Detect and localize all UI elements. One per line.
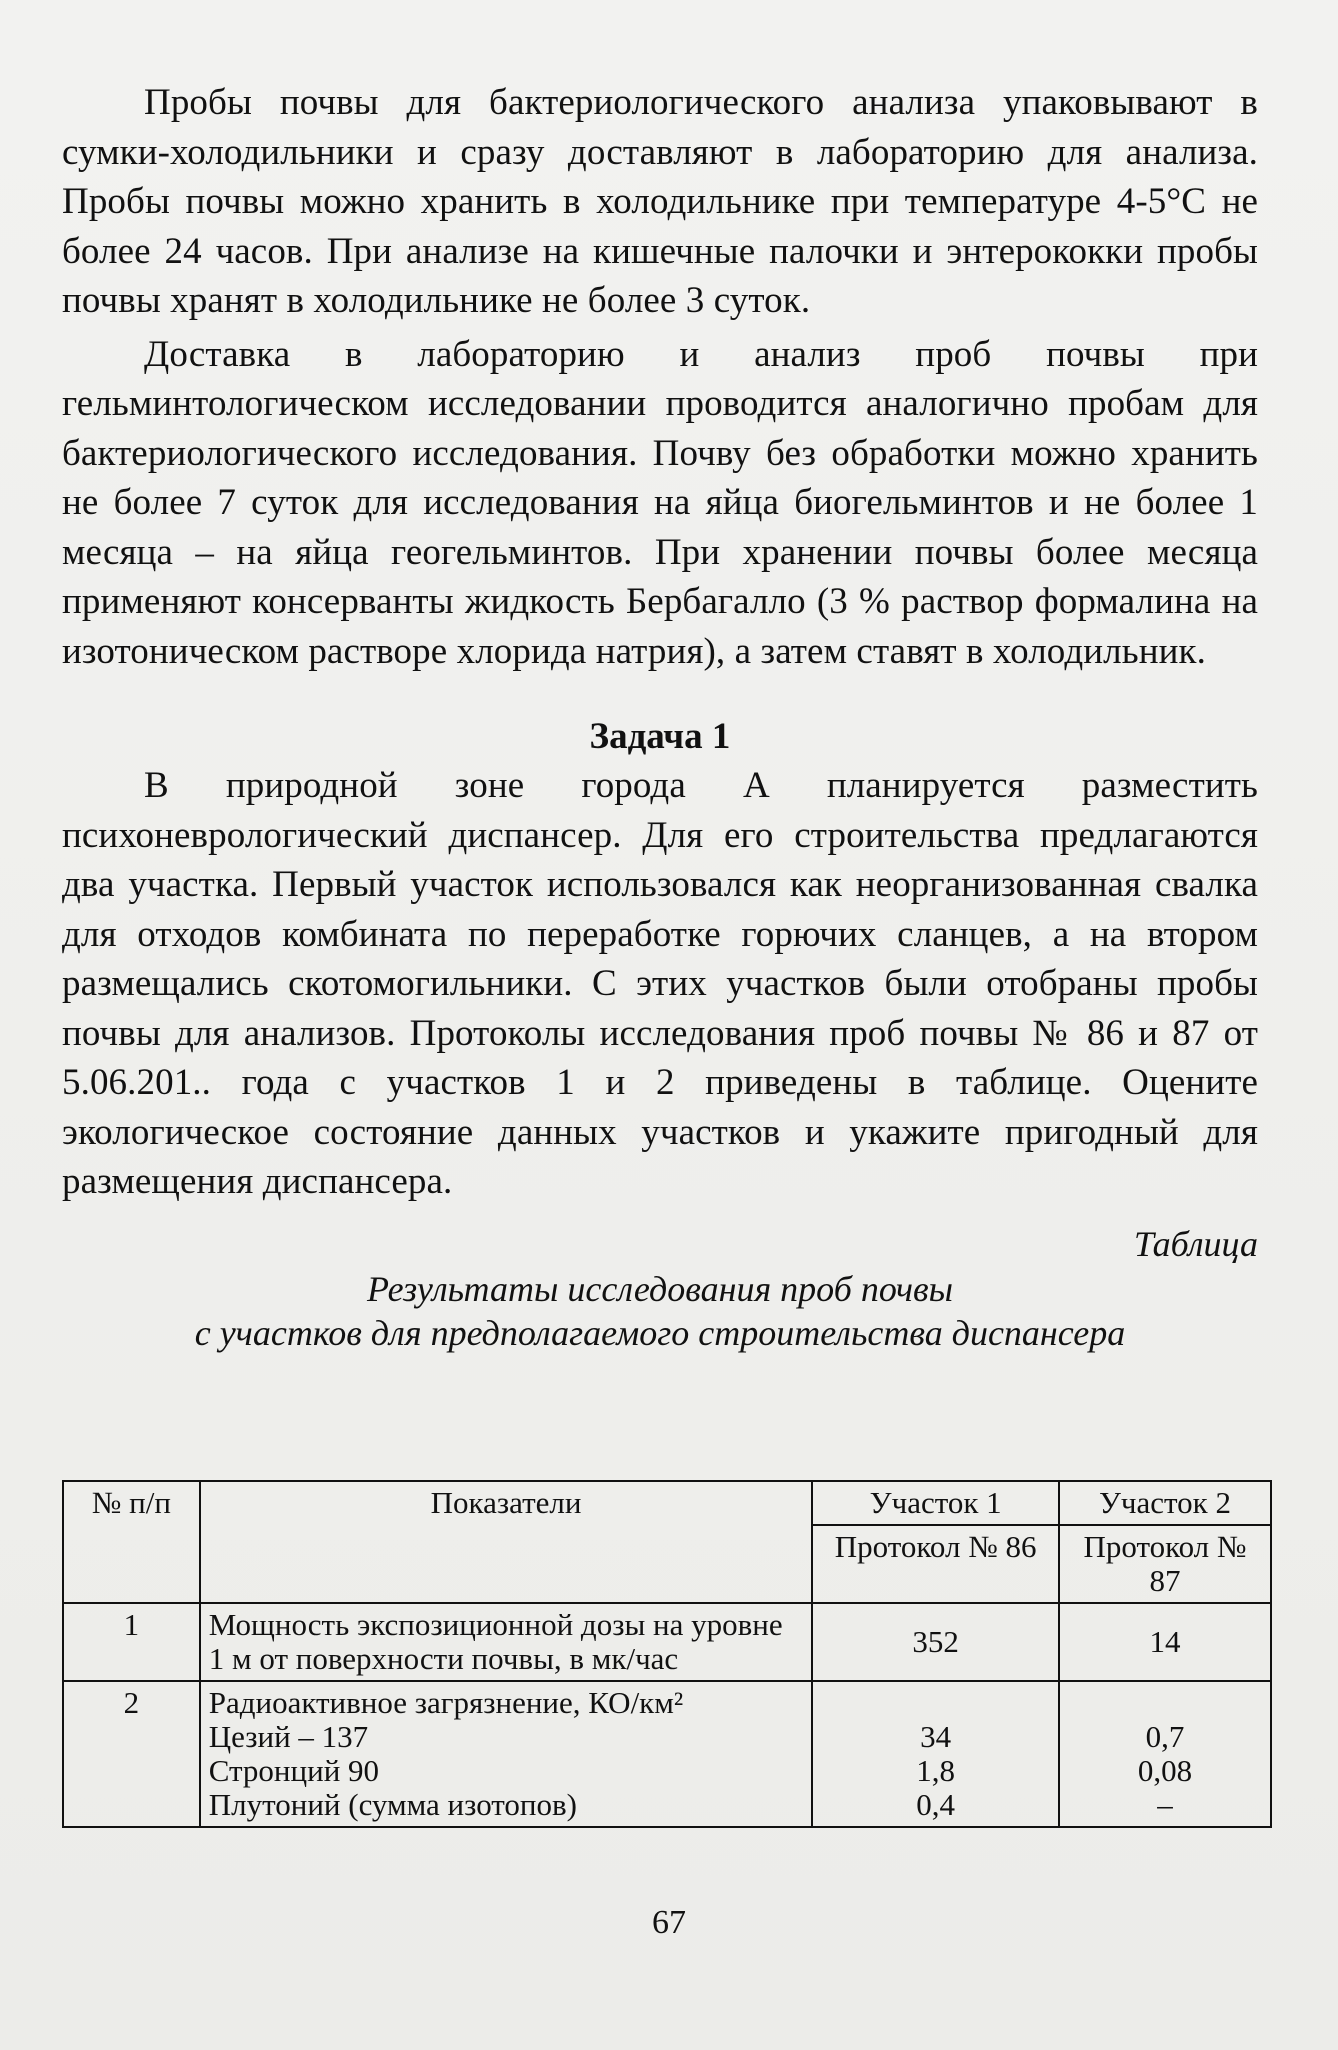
header-num: № п/п <box>63 1481 200 1603</box>
indicator-item-cesium: Цезий – 137 <box>208 1719 369 1754</box>
row-site-1-values <box>812 1681 1059 1827</box>
text-column <box>62 78 1258 1355</box>
value-cesium-site-2: 0,7 <box>1145 1719 1185 1754</box>
row-site-1-value: 352 <box>812 1603 1059 1681</box>
spacer <box>1068 1686 1262 1720</box>
value-strontium-site-1: 1,8 <box>916 1753 956 1788</box>
value-strontium-site-2: 0,08 <box>1137 1753 1193 1788</box>
table-caption-line-1: Результаты исследования проб почвы <box>366 1268 954 1309</box>
row-indicator: Мощность экспозиционной дозы на уровне 1 м от поверхности почвы, в мк/час <box>200 1603 813 1681</box>
header-protocol-2: Протокол № 87 <box>1059 1525 1271 1603</box>
paragraph-2: Доставка в лабораторию и анализ проб почвы при гельминтологическом исследовании проводится аналогично пробам для бактериологического исследования. Почву без обработки можно хранить не более 7 суток для исследования на яйца биогельминтов и не более 1 месяца – на яйца геогельминтов. При хранении почвы более месяца применяют консерванты жидкость Бербагалло (3 % раствор формалина на изотоническом растворе хлорида натрия), а затем ставят в холодильник. <box>62 333 1258 672</box>
header-site-1: Участок 1 <box>812 1481 1059 1525</box>
spacer <box>821 1686 1050 1720</box>
header-site-2: Участок 2 <box>1059 1481 1271 1525</box>
table-caption-line-2: с участков для предполагаемого строительства диспансера <box>194 1312 1126 1353</box>
table-header-row-1 <box>63 1481 1271 1525</box>
indicator-item-strontium: Стронций 90 <box>208 1753 380 1788</box>
paragraph-1: Пробы почвы для бактериологического анализа упаковывают в сумки-холодильники и сразу доставляют в лабораторию для анализа. Пробы почвы можно хранить в холодильнике при температуре 4-5°С не более 24 часов. При анализе на кишечные палочки и энтерококки пробы почвы хранят в холодильнике не более 3 суток. <box>62 82 1258 321</box>
row-num: 2 <box>63 1681 200 1827</box>
task-text: В природной зоне города А планируется разместить психоневрологический диспансер. Для его строительства предлагаются два участка. Первый участок использовался как неорганизованная свалка для отходов комбината по переработке горючих сланцев, а на втором размещались скотомогильники. С этих участков были отобраны пробы почвы для анализов. Протоколы исследования проб почвы № 86 и 87 от 5.06.201.. года с участков 1 и 2 приведены в таблице. Оцените экологическое состояние данных участков и укажите пригодный для размещения диспансера. <box>62 765 1258 1202</box>
page-number: 67 <box>652 1904 686 1941</box>
value-plutonium-site-1: 0,4 <box>916 1787 956 1822</box>
indicator-title: Радиоактивное загрязнение, КО/км² <box>208 1685 684 1720</box>
value-plutonium-site-2: – <box>1157 1787 1173 1822</box>
table-label: Таблица <box>1133 1223 1258 1264</box>
row-site-2-value: 14 <box>1059 1603 1271 1681</box>
row-site-2-values <box>1059 1681 1271 1827</box>
header-protocol-1: Протокол № 86 <box>812 1525 1059 1603</box>
value-cesium-site-1: 34 <box>920 1719 952 1754</box>
row-num: 1 <box>63 1603 200 1681</box>
row-indicator <box>200 1681 813 1827</box>
table-row <box>63 1681 1271 1827</box>
indicator-item-plutonium: Плутоний (сумма изотопов) <box>208 1787 577 1822</box>
results-table <box>62 1480 1272 1828</box>
table-row <box>63 1603 1271 1681</box>
task-title: Задача 1 <box>589 716 731 757</box>
header-indicator: Показатели <box>200 1481 813 1603</box>
